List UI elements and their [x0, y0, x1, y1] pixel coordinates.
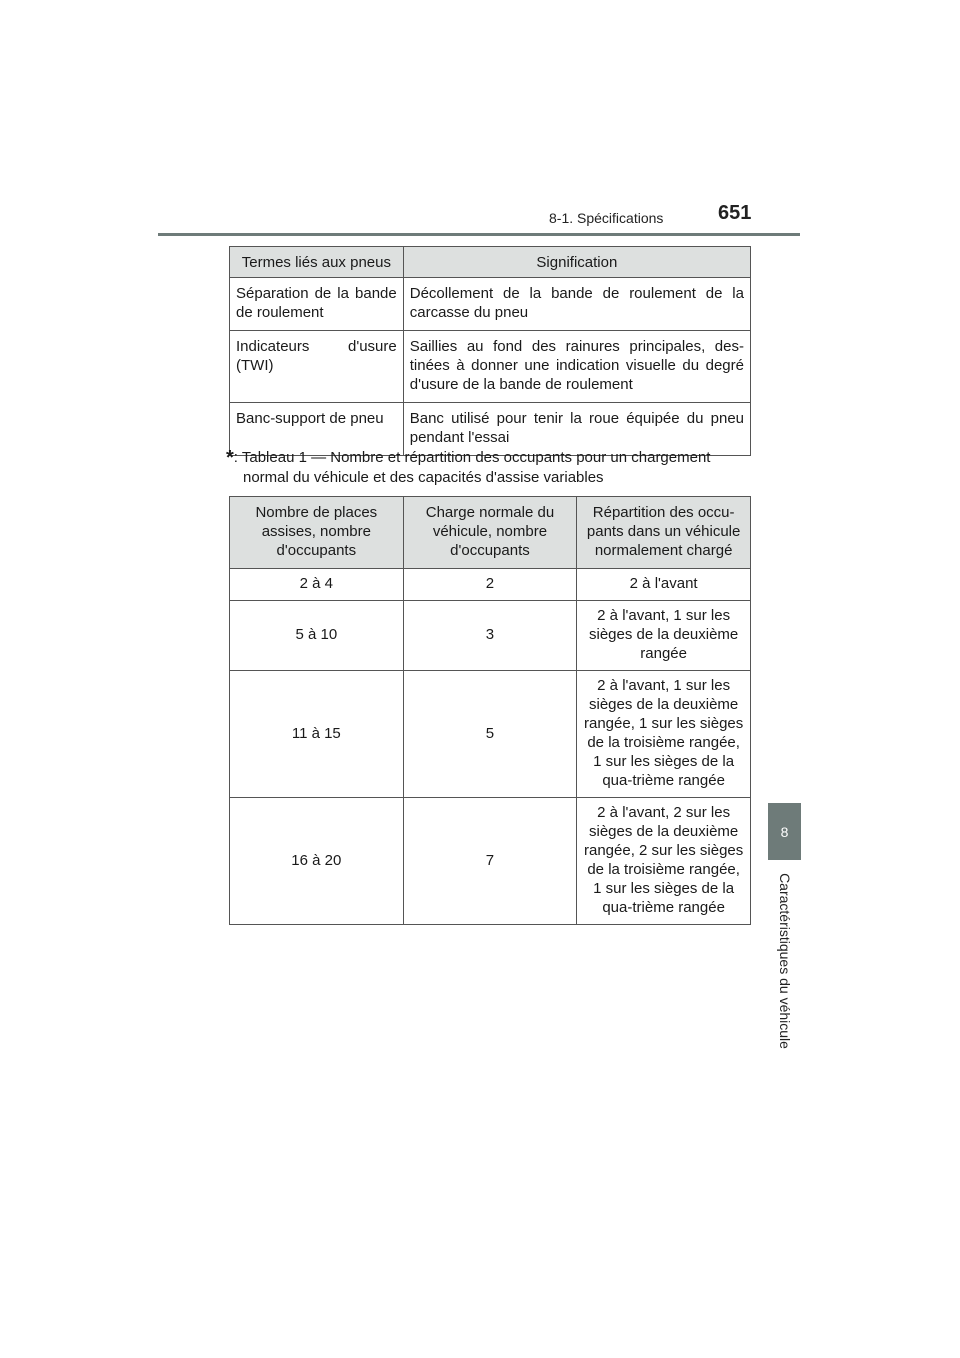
normal-load-cell: 2: [403, 569, 577, 601]
table-row: [230, 601, 751, 671]
page-number: 651: [718, 202, 752, 224]
chapter-tab[interactable]: [768, 803, 801, 860]
column-header: Charge normale du véhicule, nombre d'occupants: [403, 497, 577, 569]
term-cell: Indicateurs d'usure (TWI): [230, 331, 404, 403]
seating-capacity-cell: 11 à 15: [230, 671, 404, 798]
meaning-cell: Banc utilisé pour tenir la roue équipée du pneu pendant l'essai: [403, 403, 750, 456]
normal-load-cell: 3: [403, 601, 577, 671]
table-row: [230, 278, 751, 331]
table-row: [230, 569, 751, 601]
footnote-marker: *: [226, 447, 234, 469]
table-header-row: [230, 497, 751, 569]
distribution-cell: 2 à l'avant, 1 sur les sièges de la deuxième rangée: [577, 601, 751, 671]
seating-capacity-cell: 2 à 4: [230, 569, 404, 601]
chapter-title: Caractéristiques du véhicule: [777, 873, 793, 1049]
meaning-cell: Saillies au fond des rainures principales, des-tinées à donner une indication visuelle du degré d'usure de la bande de roulement: [403, 331, 750, 403]
chapter-tab-number: 8: [780, 823, 789, 840]
distribution-cell: 2 à l'avant, 2 sur les sièges de la deuxième rangée, 2 sur les sièges de la troisième rangée, 1 sur les sièges de la qua-trième rangée: [577, 798, 751, 925]
chapter-side-label: [776, 870, 794, 1052]
header-rule: [158, 233, 800, 236]
occupants-table: [229, 496, 751, 925]
column-header: Signification: [403, 247, 750, 278]
table-row: [230, 798, 751, 925]
table-header-row: [230, 247, 751, 278]
table-row: [230, 331, 751, 403]
footnote-line-1: : Tableau 1 — Nombre et répartition des occupants pour un chargement: [233, 449, 711, 466]
term-cell: Banc-support de pneu: [230, 403, 404, 456]
column-header: Nombre de places assises, nombre d'occupants: [230, 497, 404, 569]
column-header: Termes liés aux pneus: [230, 247, 404, 278]
distribution-cell: 2 à l'avant, 1 sur les sièges de la deuxième rangée, 1 sur les sièges de la troisième rangée, 1 sur les sièges de la qua-trième rangée: [577, 671, 751, 798]
footnote: [226, 448, 754, 487]
tire-terms-table: [229, 246, 751, 456]
seating-capacity-cell: 5 à 10: [230, 601, 404, 671]
normal-load-cell: 5: [403, 671, 577, 798]
column-header: Répartition des occu-pants dans un véhicule normalement chargé: [577, 497, 751, 569]
term-cell: Séparation de la bande de roulement: [230, 278, 404, 331]
section-title: 8-1. Spécifications: [549, 210, 664, 226]
normal-load-cell: 7: [403, 798, 577, 925]
footnote-line-2: normal du véhicule et des capacités d'assise variables: [243, 469, 604, 486]
distribution-cell: 2 à l'avant: [577, 569, 751, 601]
table-row: [230, 671, 751, 798]
meaning-cell: Décollement de la bande de roulement de la carcasse du pneu: [403, 278, 750, 331]
seating-capacity-cell: 16 à 20: [230, 798, 404, 925]
